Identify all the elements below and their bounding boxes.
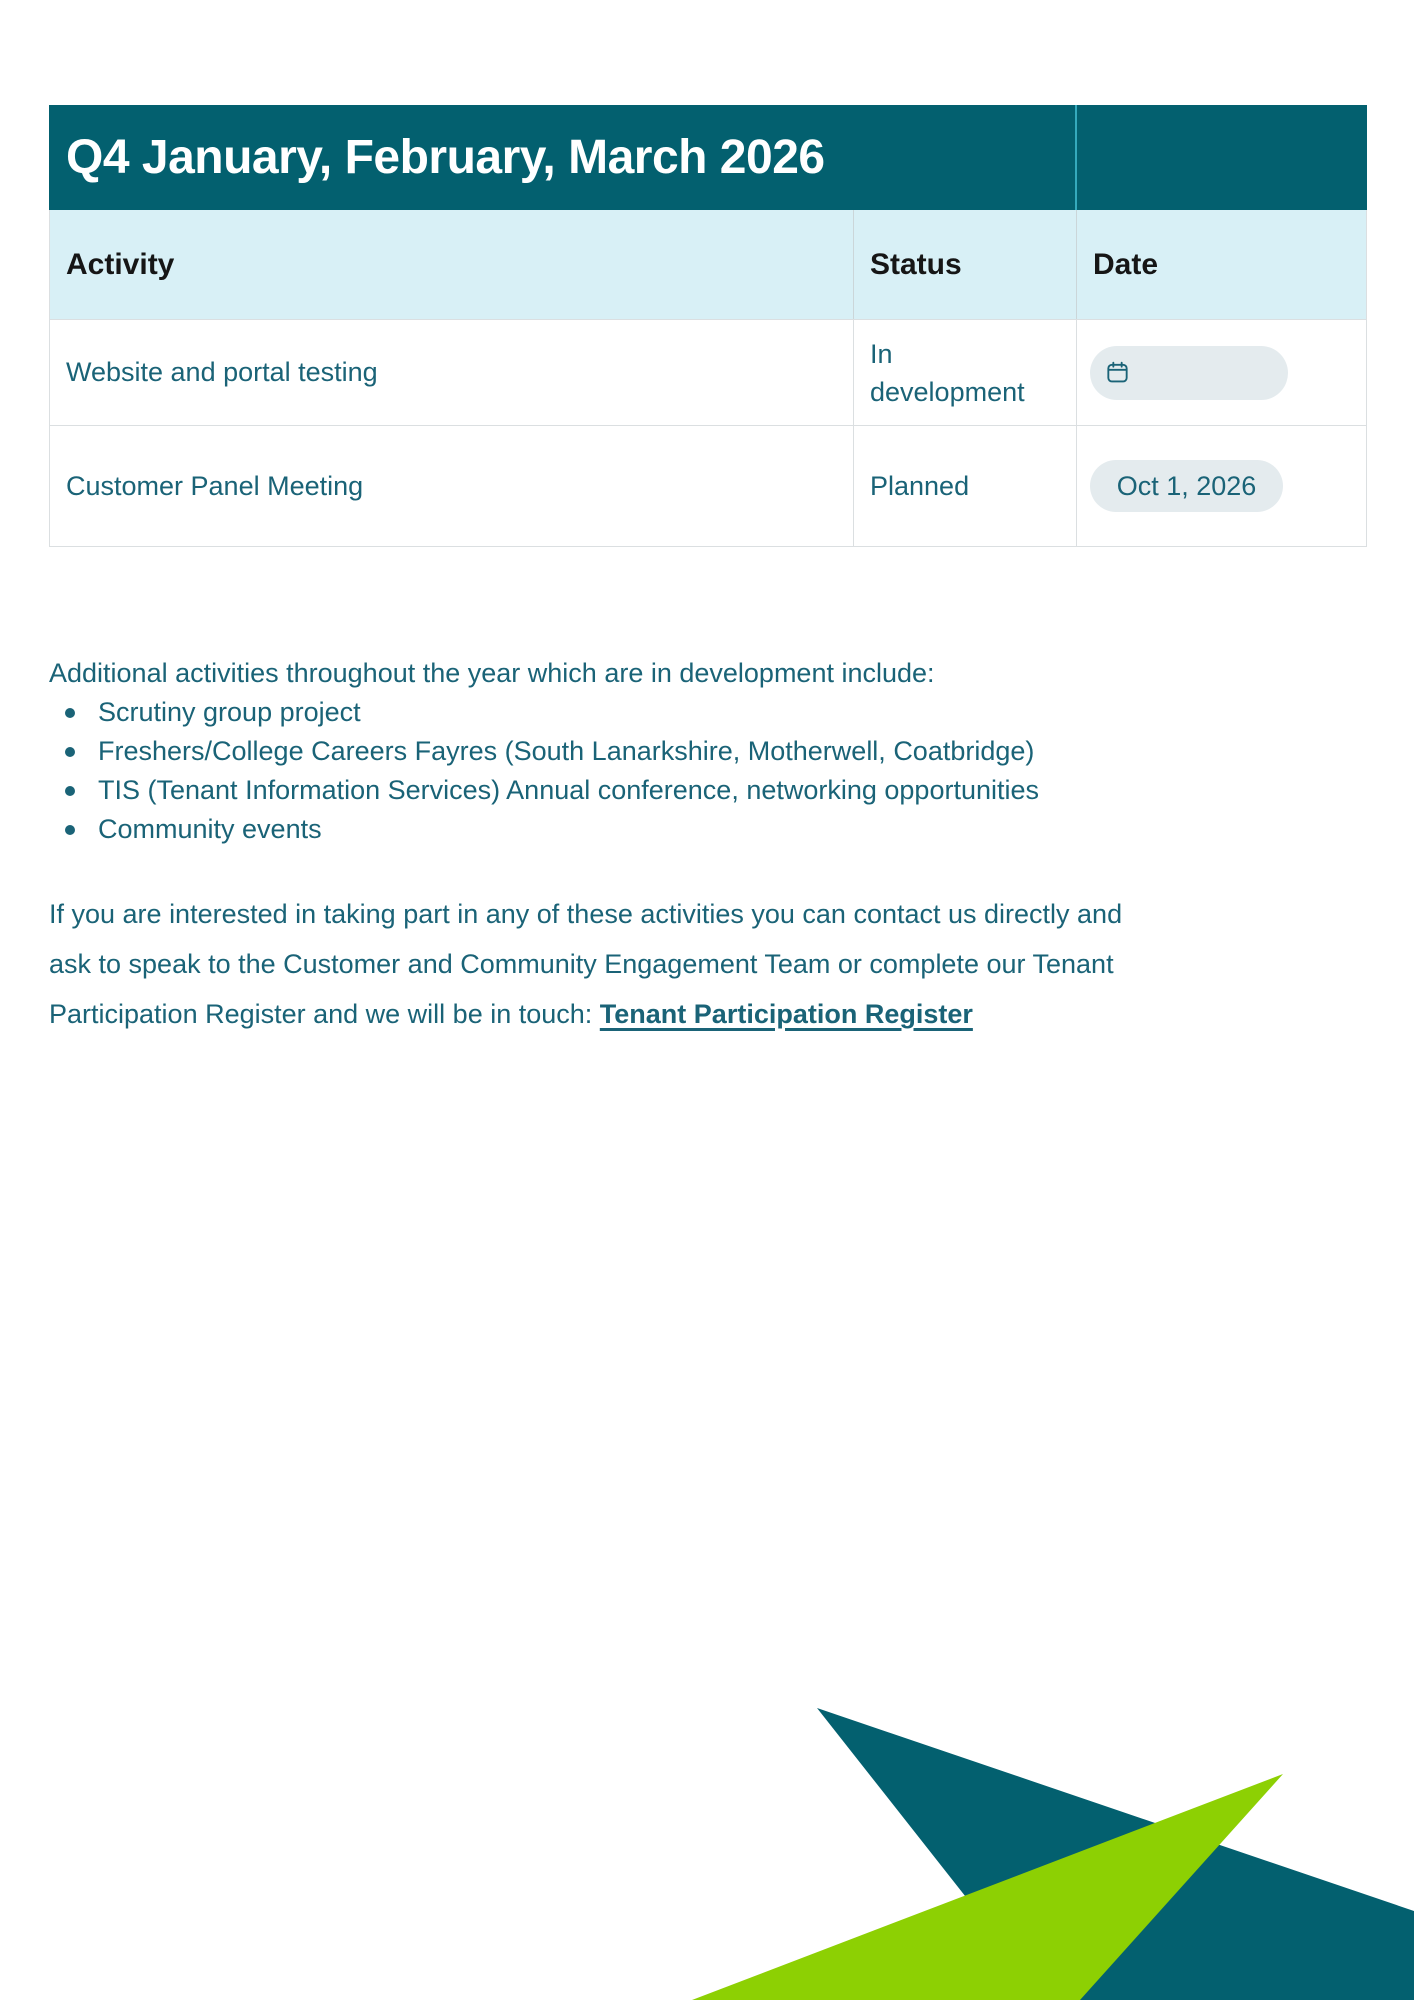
contact-line-3-text: Participation Register and we will be in touch: bbox=[49, 999, 600, 1029]
tenant-participation-register-link[interactable]: Tenant Participation Register bbox=[599, 999, 973, 1029]
header-column-divider bbox=[1075, 105, 1077, 210]
contact-line-3 bbox=[49, 989, 1349, 1039]
status-cell: In development bbox=[853, 320, 1077, 425]
contact-line-2: ask to speak to the Customer and Community Engagement Team or complete our Tenant bbox=[49, 949, 1114, 979]
additional-activities-intro: Additional activities throughout the year which are in development include: bbox=[49, 658, 935, 688]
date-cell bbox=[1077, 426, 1366, 546]
activity-table bbox=[49, 105, 1367, 547]
list-item bbox=[49, 732, 1349, 771]
table-title-bar bbox=[49, 105, 1367, 210]
contact-line-1: If you are interested in taking part in any of these activities you can contact us directly and bbox=[49, 899, 1123, 929]
column-header-date: Date bbox=[1093, 247, 1159, 281]
additional-activities-section bbox=[49, 654, 1349, 849]
list-item bbox=[49, 693, 1349, 732]
date-chip[interactable]: Oct 1, 2026 bbox=[1090, 460, 1283, 512]
column-header-activity: Activity bbox=[66, 247, 175, 281]
table-title: Q4 January, February, March 2026 bbox=[66, 131, 825, 184]
additional-activities-list bbox=[49, 693, 1349, 849]
calendar-icon bbox=[1105, 360, 1130, 385]
status-cell: Planned bbox=[853, 426, 1077, 546]
table-row bbox=[50, 319, 1366, 425]
column-header-status: Status bbox=[853, 210, 1077, 319]
list-item-text: Scrutiny group project bbox=[98, 697, 361, 727]
date-cell bbox=[1077, 320, 1366, 425]
date-picker-chip[interactable] bbox=[1090, 346, 1288, 400]
list-item-text: TIS (Tenant Information Services) Annual conference, networking opportunities bbox=[98, 775, 1040, 805]
activity-cell: Customer Panel Meeting bbox=[66, 470, 364, 501]
table-row bbox=[50, 425, 1366, 546]
list-item bbox=[49, 771, 1349, 810]
list-item-text: Freshers/College Careers Fayres (South Lanarkshire, Motherwell, Coatbridge) bbox=[98, 736, 1035, 766]
activity-cell: Website and portal testing bbox=[66, 357, 378, 387]
bullet-dot-icon bbox=[65, 825, 75, 835]
bullet-dot-icon bbox=[65, 708, 75, 718]
list-item-text: Community events bbox=[98, 814, 322, 844]
bullet-dot-icon bbox=[65, 747, 75, 757]
table-body bbox=[49, 210, 1367, 547]
green-triangle-shape bbox=[692, 1774, 1283, 2000]
list-item bbox=[49, 810, 1349, 849]
bullet-dot-icon bbox=[65, 786, 75, 796]
table-header-row bbox=[50, 210, 1366, 319]
teal-triangle-shape bbox=[817, 1708, 1414, 2000]
contact-paragraph bbox=[49, 889, 1349, 1039]
